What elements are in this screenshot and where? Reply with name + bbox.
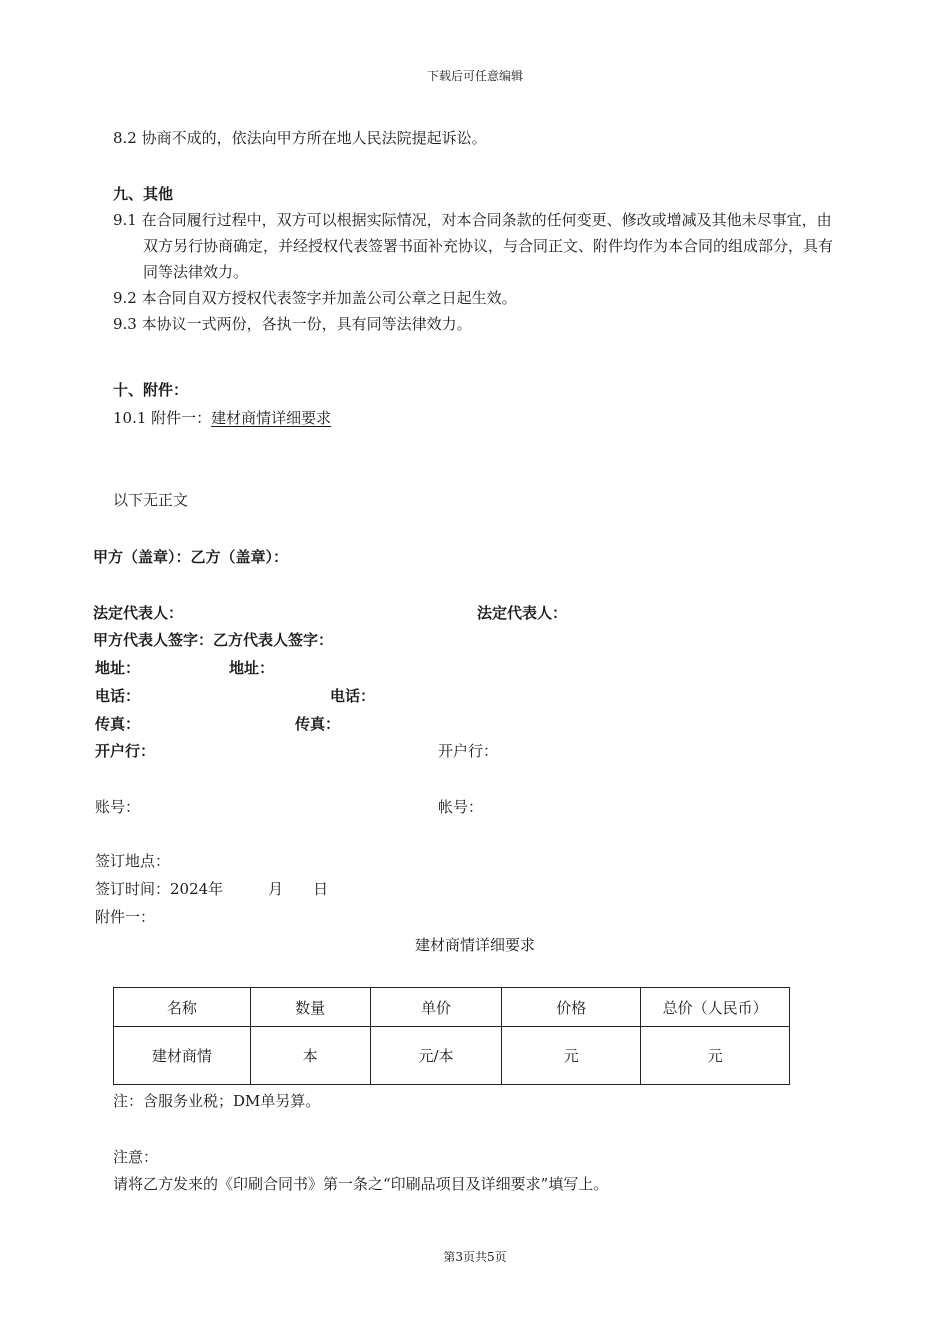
signers-line: 甲方代表人签字：乙方代表人签字： <box>93 631 334 649</box>
section-10-title: 十、附件： <box>113 381 189 399</box>
section-9-title: 九、其他 <box>113 185 174 203</box>
attachment-table <box>113 987 790 1085</box>
table-cell: 元/本 <box>370 1027 502 1085</box>
fax-a: 传真： <box>95 715 141 733</box>
section-9-body <box>113 207 839 337</box>
table-cell: 本 <box>250 1027 370 1085</box>
page-header: 下载后可任意编辑 <box>426 69 523 83</box>
table-cell: 元 <box>502 1027 641 1085</box>
attachment-title: 建材商情详细要求 <box>414 936 535 954</box>
no-more-text: 以下无正文 <box>113 491 189 509</box>
clause-9-3: 9.3 本协议一式两份，各执一份，具有同等法律效力。 <box>113 315 472 333</box>
notice-text: 请将乙方发来的《印刷合同书》第一条之“印刷品项目及详细要求”填写上。 <box>113 1175 609 1193</box>
legal-rep-a: 法定代表人： <box>93 604 184 622</box>
column-header: 单价 <box>370 988 502 1027</box>
clause-8-2: 8.2 协商不成的，依法向甲方所在地人民法院提起诉讼。 <box>113 129 487 147</box>
phone-a: 电话： <box>95 687 141 705</box>
page-footer: 第3页共5页 <box>443 1250 507 1264</box>
address-a: 地址： <box>95 659 141 677</box>
clause-9-2: 9.2 本合同自双方授权代表签字并加盖公司公章之日起生效。 <box>113 289 517 307</box>
signing-place: 签订地点： <box>95 852 171 870</box>
bank-a: 开户行： <box>95 742 156 760</box>
table-cell: 元 <box>641 1027 790 1085</box>
legal-rep-b: 法定代表人： <box>477 604 568 622</box>
column-header: 价格 <box>502 988 641 1027</box>
address-b: 地址： <box>229 659 275 677</box>
phone-b: 电话： <box>330 687 376 705</box>
table-cell: 建材商情 <box>114 1027 251 1085</box>
clause-10-1-prefix: 10.1 附件一： <box>113 409 212 427</box>
notice-label: 注意： <box>113 1148 159 1166</box>
bank-b: 开户行： <box>438 742 499 760</box>
clause-10-1 <box>113 408 331 428</box>
table-header-row <box>114 988 790 1027</box>
column-header: 数量 <box>250 988 370 1027</box>
table-row <box>114 1027 790 1085</box>
clause-9-1: 9.1 在合同履行过程中，双方可以根据实际情况，对本合同条款的任何变更、修改或增减及其他未尽事宜，由双方另行协商确定，并经授权代表签署书面补充协议，与合同正文、附件均作为本合同的组成部分，具有同等法律效力。 <box>113 211 834 281</box>
attachment-label: 附件一： <box>95 908 156 926</box>
attachment-link[interactable]: 建材商情详细要求 <box>211 409 332 427</box>
account-a: 账号： <box>95 798 141 816</box>
fax-b: 传真： <box>295 715 341 733</box>
column-header: 名称 <box>114 988 251 1027</box>
column-header: 总价（人民币） <box>641 988 790 1027</box>
table-note: 注：含服务业税；DM单另算。 <box>113 1092 321 1110</box>
signing-time: 签订时间：2024年 月 日 <box>95 880 329 898</box>
seal-line: 甲方（盖章）：乙方（盖章）： <box>93 548 289 566</box>
account-b: 帐号： <box>438 798 484 816</box>
